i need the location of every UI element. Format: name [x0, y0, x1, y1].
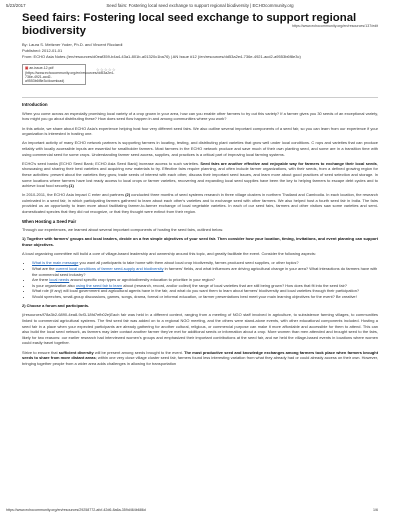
bullet-text: about (research, record, and/or collect) the range of local varieties that are still being grown? How does that fit into the seed fair?: [122, 282, 347, 288]
p4-ref: (1): [68, 183, 74, 189]
step-1-text: 1) Together with farmers' groups and local leaders, decide on a few simple objectives of your seed fair. Then consider how your location, timing, invitations, and event planning can support those objectives.: [22, 236, 378, 248]
divider: [22, 97, 378, 98]
bullet-link[interactable]: local needs: [49, 277, 70, 283]
p9-text-e: ; within one very close village cluster seed fair, farmers found less interesting variation from what they already had or could already access on their own. However, bringing together people from a wider area adds challenges in allowing for transportation: [22, 355, 379, 366]
p4-text-c: , showcasing and sharing their best varieties and acquiring new materials to try. Effective fairs require planning, and often include farmer organizations, with their seeds, from a defined growing region for these activities: present about the varieties they grow, trade seeds of interest with each other, discuss their important seed issues, and learn more about good practices of seed selection and storage. In some locations where farmers have lost ready access to local crops or farmer varieties, recovering and expanding local seed supplies have been the key to helping farmers to escape debt cycles and to achieve local food security.: [22, 160, 378, 189]
article: [22, 12, 378, 370]
bullet-pre: Is your organization also: [32, 282, 76, 288]
bullet-text: in farmers' fields, and what influences are driving agricultural change in your area? What interactions do farmers have with the commercial seed industry?: [32, 266, 378, 277]
paragraph-2: In this article, we share about ECHO Asia's experience helping host four very different seed fairs. We also outline several important components of a seed fair, so you can learn from our experience if your organization is interested in hosting one.: [22, 125, 378, 137]
paragraph-1: When you come across an especially promising local variety of a crop grown in your area, how can you enable other farmers to try out this variety? If a farmer gives you 30 seeds of an exceptional variety, how might you go about distributing these? How does seed flow happen in and among communities where you work?: [22, 110, 378, 122]
article-body: [22, 102, 378, 366]
authors: By: Laura S. Meitzner Yoder, Ph.D. and Vincent Ricciardi: [22, 42, 123, 48]
bullet-link[interactable]: using the seed fair to learn: [75, 282, 123, 288]
published-date: Published: 2012-01-01: [22, 48, 63, 54]
list-item: [32, 266, 378, 277]
paragraph-5: [22, 192, 378, 214]
bullet-text: you want all participants to take home with them about local crop biodiversity, farmer-produced seed supplies, or other topics?: [78, 260, 299, 266]
print-date: 5/23/2017: [6, 3, 26, 8]
pdf-label: an-issue-12.pdf (https://www.echocommunity.org/en/resources/dd53a2e4-736e-4921-acd2-a9553b6f8e3c/download): [25, 66, 115, 84]
p5-text-a: In 2010-2011, the ECHO Asia Impact C enter and partners: [22, 192, 126, 198]
bullet-text: Would speeches, small-group discussions, games, songs, drama, formal or informal education, or farmer presentations best meet your main learning objectives for the event? Be creative!: [32, 293, 357, 299]
intro-heading: Introduction: [22, 102, 48, 108]
step-1-heading: [22, 236, 378, 247]
p9-bold-b: sufficient diversity: [58, 349, 94, 355]
bullet-link[interactable]: current local conditions of farmer seed-supply and biodiversity: [55, 266, 164, 271]
p4-bold: Seed fairs are another effective and enjoyable way for farmers to exchange their local seeds: [200, 160, 377, 166]
p9-text-c: will be present among seeds brought to the event.: [93, 349, 185, 355]
p4-text-a: ECHO's seed banks [ECHO Seed Bank; ECHO Asia Seed Bank] increase access to such varieties.: [22, 160, 201, 166]
step-2-text: 2) Choose a forum and participants.: [22, 303, 90, 309]
footer-url: https://www.echocommunity.org/en/resources/29258772-afcf-42d6-8a6a-359d464b686d: [6, 508, 146, 512]
paragraph-7: A local organizing committee will build a core of village-based leadership and ownership around this topic, and greatly facilitate the event. Consider the following aspects:: [22, 251, 316, 257]
p9-text-a: Strive to ensure that: [22, 349, 59, 355]
source-url-link[interactable]: https://www.echocommunity.org/en/resources/137/edit: [291, 24, 378, 28]
step-2-heading: [22, 303, 378, 309]
bullet-text: What role (if any) will local government and agricultural agents have in the fair, and what do you want them to learn about farmers' biodiversity and local varieties through their participation?: [32, 288, 360, 294]
bullet-pre: What are the: [32, 266, 56, 271]
rating-stars[interactable]: ☆☆☆☆☆: [96, 67, 116, 73]
p5-text-b: conducted three months of seed systems research in three village clusters in northern Thailand and Cambodia. In each location, the research culminated in a seed fair, in which participating farmers gathered to learn about each other's varieties and to exchange seed with other farmers. We also helped host a fourth seed fair in India. The fairs provided us an opportunity to learn more about facilitating farmer-to-farmer exchange of local vegetable varieties. In each of our seed fairs, farmers and other visitors saw some varieties and semi-domesticated species that they did not recognize, or that they thought were extinct from their region.: [22, 192, 378, 215]
browser-print-footer: [6, 508, 378, 512]
paragraph-8: (/resources/f78a3b2-6890-4ea8-9cf3-18fd7efb02e)Each fair was held in a different context, ranging from a meeting of NGO staff involved in agriculture, to subsistence farming villages, to communities linked to commercial agricultural systems. The first seed fair was added on to a regional NGO meeting, and the others were stand-alone events, with other educational components included. Hosting a seed fair in a place when your expected participants are already gathering for another cultural, religious, or commercial purpose can make it more affordable and accessible for them to attend. This can also build the local seed network, as farmers may later contact another farmer they've met for additional seeds or information about a crop. More women than men attended and brought seed to the fairs, likely for two reasons: our earlier research had interviewed women's groups and emphasized their important contributions at the seed fair, and we held the village-based events in locations where women could easily travel together.: [22, 312, 378, 346]
source-info: From: ECHO Asia Notes (/en/resources/d0eaf359-b4a4-43a1-801b-a01320c1ba76) | AN Issue #12 (/en/resources/dd53a2e4-736e-4921-acd2-a9553b6f8e3c): [22, 54, 301, 60]
bullet-link[interactable]: What is the main message: [32, 260, 79, 266]
p9-bold-d: The most productive seed and knowledge exchanges among farmers took place when farmers brought seeds to share from more distant areas: [22, 349, 379, 361]
pdf-download-link[interactable]: [22, 64, 115, 85]
p5-ref: (2): [125, 192, 131, 198]
attachment-row: [22, 64, 378, 85]
browser-print-header: [6, 3, 394, 11]
pdf-file-icon: ▣: [25, 66, 29, 71]
list-item: [32, 294, 378, 300]
paragraph-4: [22, 161, 378, 189]
bullet-text: around specific crop types or agrobiodiversity education to prioritize in your region?: [69, 277, 215, 283]
aspects-list: [22, 260, 378, 299]
article-title: Seed fairs: Fostering local seed exchange to support regional biodiversity: [22, 12, 357, 37]
article-meta: [22, 42, 378, 60]
hosting-heading: When Hosting a Seed Fair: [22, 218, 77, 224]
page-number: 1/6: [373, 508, 378, 512]
paragraph-3: An important activity of many ECHO network partners is supporting farmers in locating, testing, and distributing plant varieties that grow well under local conditions. C rops and varieties that can produce reliably with locally accessible inputs are essential for smallholder farmers. Most farmers in the ECHO network produce and save much of their own planting seed, and some are in a transition time with using commercial seed for some crops. Understanding farmer seed access, supplies, and practices is a critical part of improving local farming systems.: [22, 140, 378, 157]
bullet-pre: Are there: [32, 277, 50, 283]
paragraph-9: [22, 350, 378, 367]
print-title: Seed fairs: Fostering local seed exchange to support regional biodiversity | ECHOcommunity.org: [106, 3, 294, 8]
paragraph-6: Through our experiences, we learned about several important components of hosting the seed fairs, outlined below.: [22, 227, 224, 233]
